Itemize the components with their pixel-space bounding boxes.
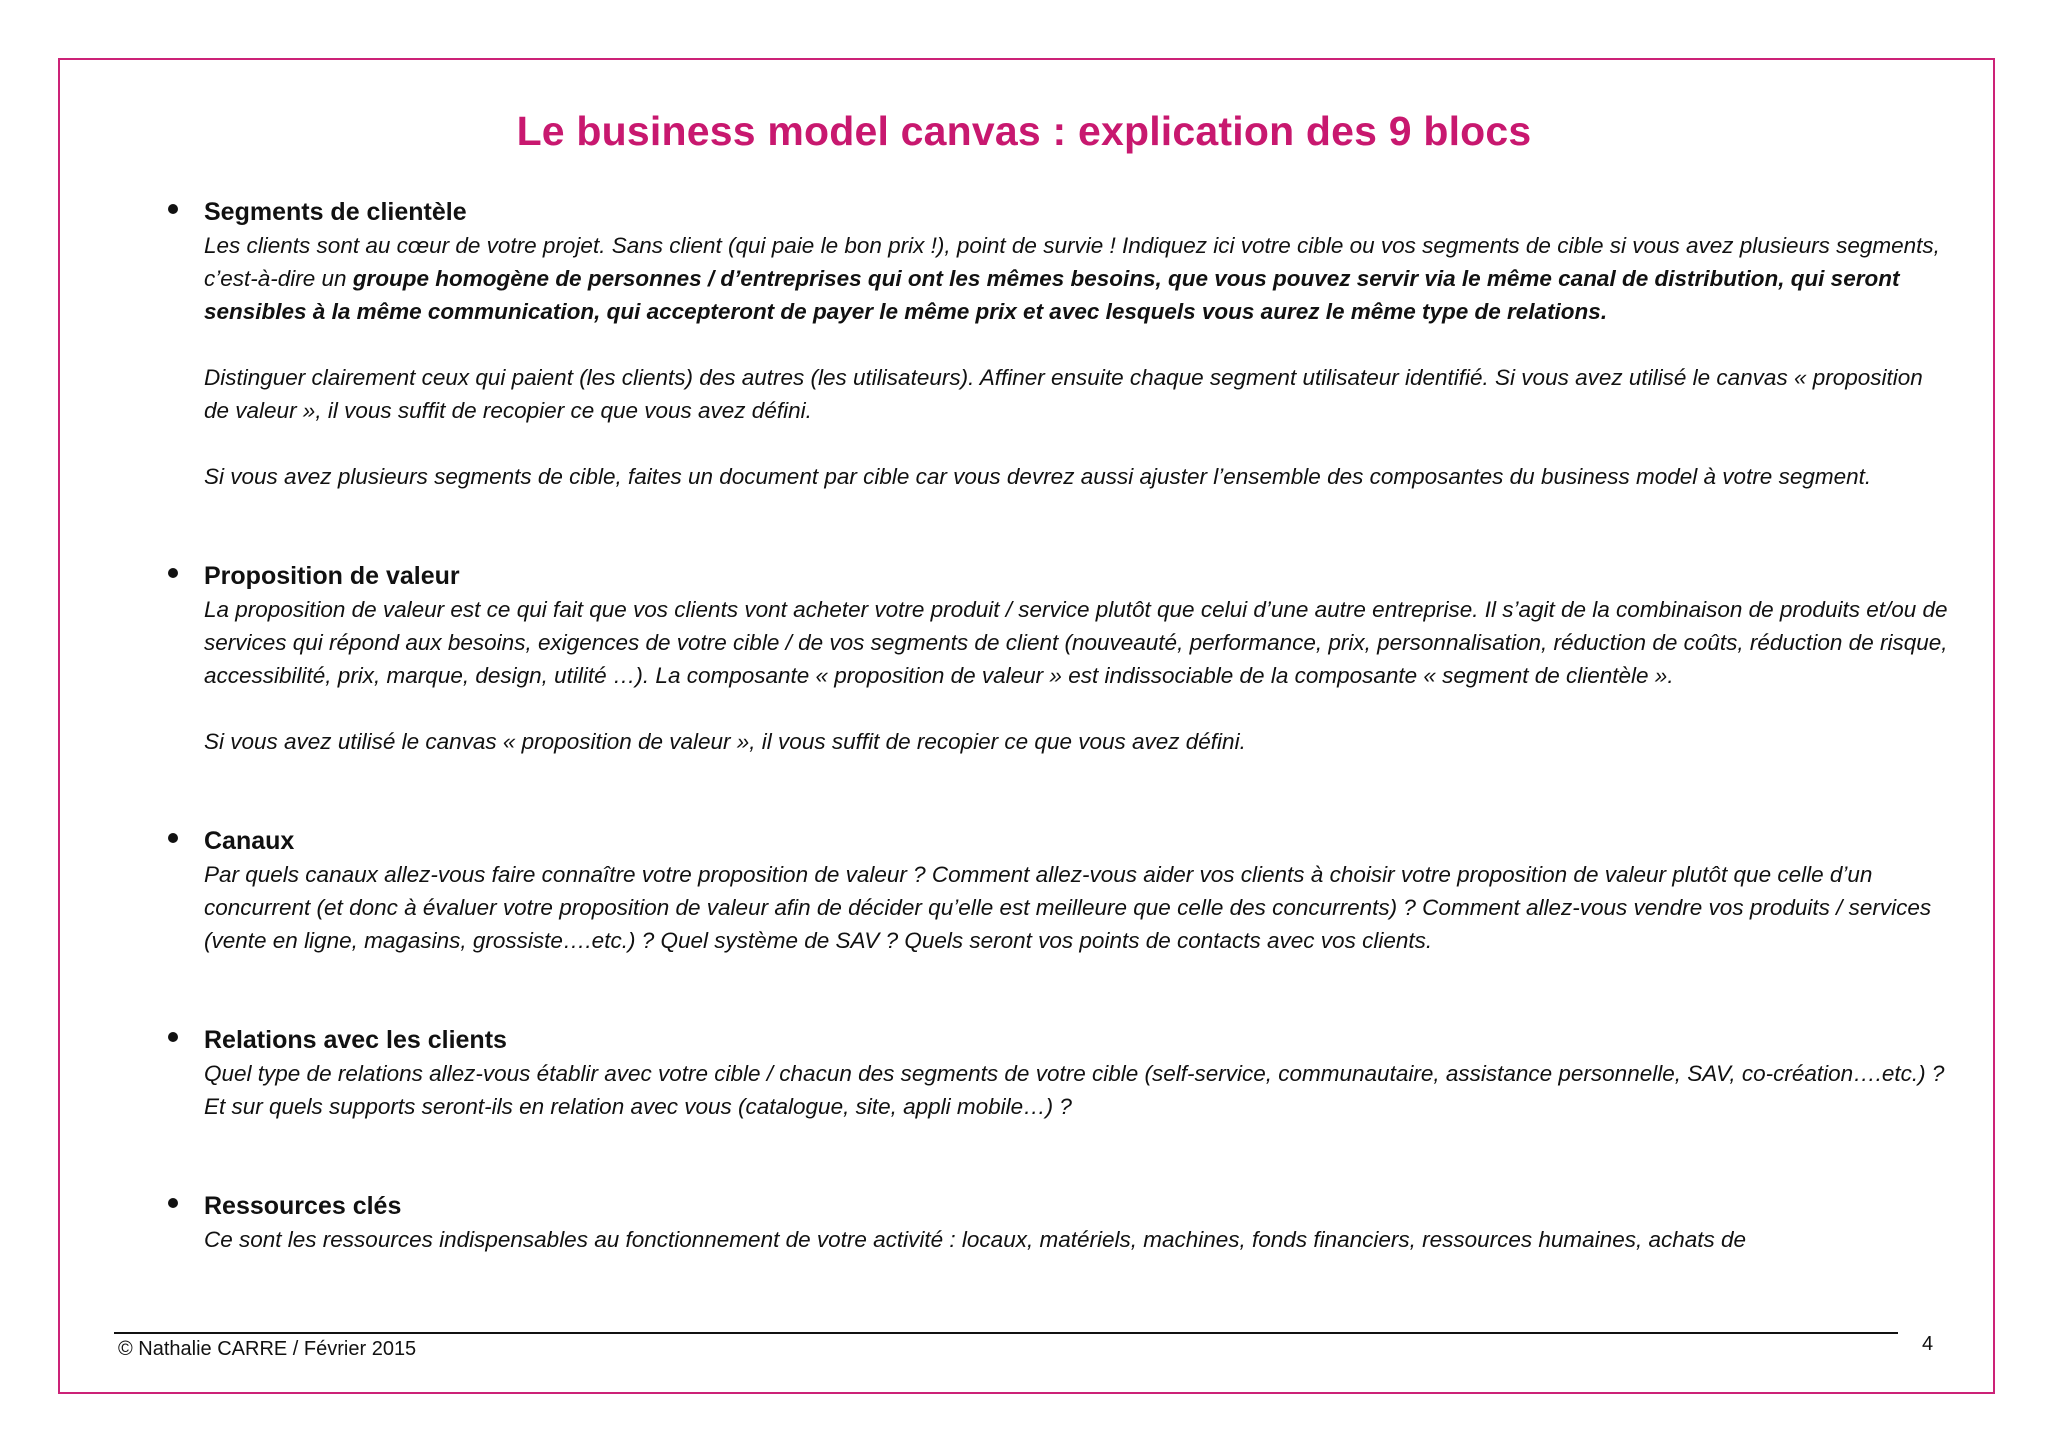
- bullet-icon: [168, 833, 178, 843]
- section-paragraph: Si vous avez plusieurs segments de cible, faites un document par cible car vous devrez aussi ajuster l’ensemble des composantes du business model à votre segment.: [204, 464, 1872, 489]
- bullet-icon: [168, 1032, 178, 1042]
- section-segments-clientele: [168, 196, 1948, 493]
- section-proposition-valeur: [168, 560, 1948, 758]
- section-ressources-cles: [168, 1190, 1948, 1256]
- section-paragraph: Si vous avez utilisé le canvas « proposition de valeur », il vous suffit de recopier ce que vous avez défini.: [204, 729, 1246, 754]
- section-heading: Segments de clientèle: [204, 198, 467, 226]
- section-paragraph: Ce sont les ressources indispensables au fonctionnement de votre activité : locaux, matériels, machines, fonds financiers, ressources humaines, achats de: [204, 1227, 1747, 1252]
- section-canaux: [168, 825, 1948, 957]
- section-paragraph: Par quels canaux allez-vous faire connaître votre proposition de valeur ? Comment allez-vous aider vos clients à choisir votre proposition de valeur plutôt que celle d’un concurrent (et donc à évaluer votre proposition de valeur afin de décider qu’elle est meilleure que celle des concurrents) ? Comment allez-vous vendre vos produits / services (vente en ligne, magasins, grossiste….etc.) ? Quel système de SAV ? Quels seront vos points de contacts avec vos clients.: [204, 862, 1932, 953]
- paragraph-text: Les clients sont au cœur de votre projet. Sans client (qui paie le bon prix !), point de survie ! Indiquez ici votre cible ou vos segments de cible si vous avez plusieurs segments, c’est-à-dire un: [204, 233, 1940, 291]
- section-paragraph: Quel type de relations allez-vous établir avec votre cible / chacun des segments de votre cible (self-service, communautaire, assistance personnelle, SAV, co-création….etc.) ? Et sur quels supports seront-ils en relation avec vous (catalogue, site, appli mobile…) ?: [204, 1061, 1945, 1119]
- section-paragraph: Distinguer clairement ceux qui paient (les clients) des autres (les utilisateurs). Affiner ensuite chaque segment utilisateur identifié. Si vous avez utilisé le canvas « proposition de valeur », il vous suffit de recopier ce que vous avez défini.: [204, 365, 1923, 423]
- bullet-icon: [168, 1198, 178, 1208]
- section-heading: Relations avec les clients: [204, 1026, 507, 1054]
- section-paragraph: La proposition de valeur est ce qui fait que vos clients vont acheter votre produit / service plutôt que celui d’une autre entreprise. Il s’agit de la combinaison de produits et/ou de services qui répond aux besoins, exigences de votre cible / de vos segments de client (nouveauté, performance, prix, personnalisation, réduction de coûts, réduction de risque, accessibilité, prix, marque, design, utilité …). La composante « proposition de valeur » est indissociable de la composante « segment de clientèle ».: [204, 597, 1948, 688]
- section-heading: Canaux: [204, 827, 295, 855]
- bullet-icon: [168, 204, 178, 214]
- paragraph-bold-text: groupe homogène de personnes / d’entreprises qui ont les mêmes besoins, que vous pouvez servir via le même canal de distribution, qui seront sensibles à la même communication, qui accepteront de payer le même prix et avec lesquels vous aurez le même type de relations.: [204, 266, 1900, 324]
- bullet-icon: [168, 568, 178, 578]
- section-heading: Ressources clés: [204, 1192, 402, 1220]
- footer-copyright: © Nathalie CARRE / Février 2015: [118, 1338, 417, 1360]
- section-relations-clients: [168, 1024, 1948, 1123]
- document-body: [168, 196, 1948, 1256]
- section-heading: Proposition de valeur: [204, 562, 460, 590]
- footer-divider: [114, 1332, 1898, 1334]
- page-title: Le business model canvas : explication des 9 blocs: [516, 108, 1532, 154]
- page-number: 4: [1922, 1333, 1934, 1355]
- section-paragraph: [204, 229, 1948, 328]
